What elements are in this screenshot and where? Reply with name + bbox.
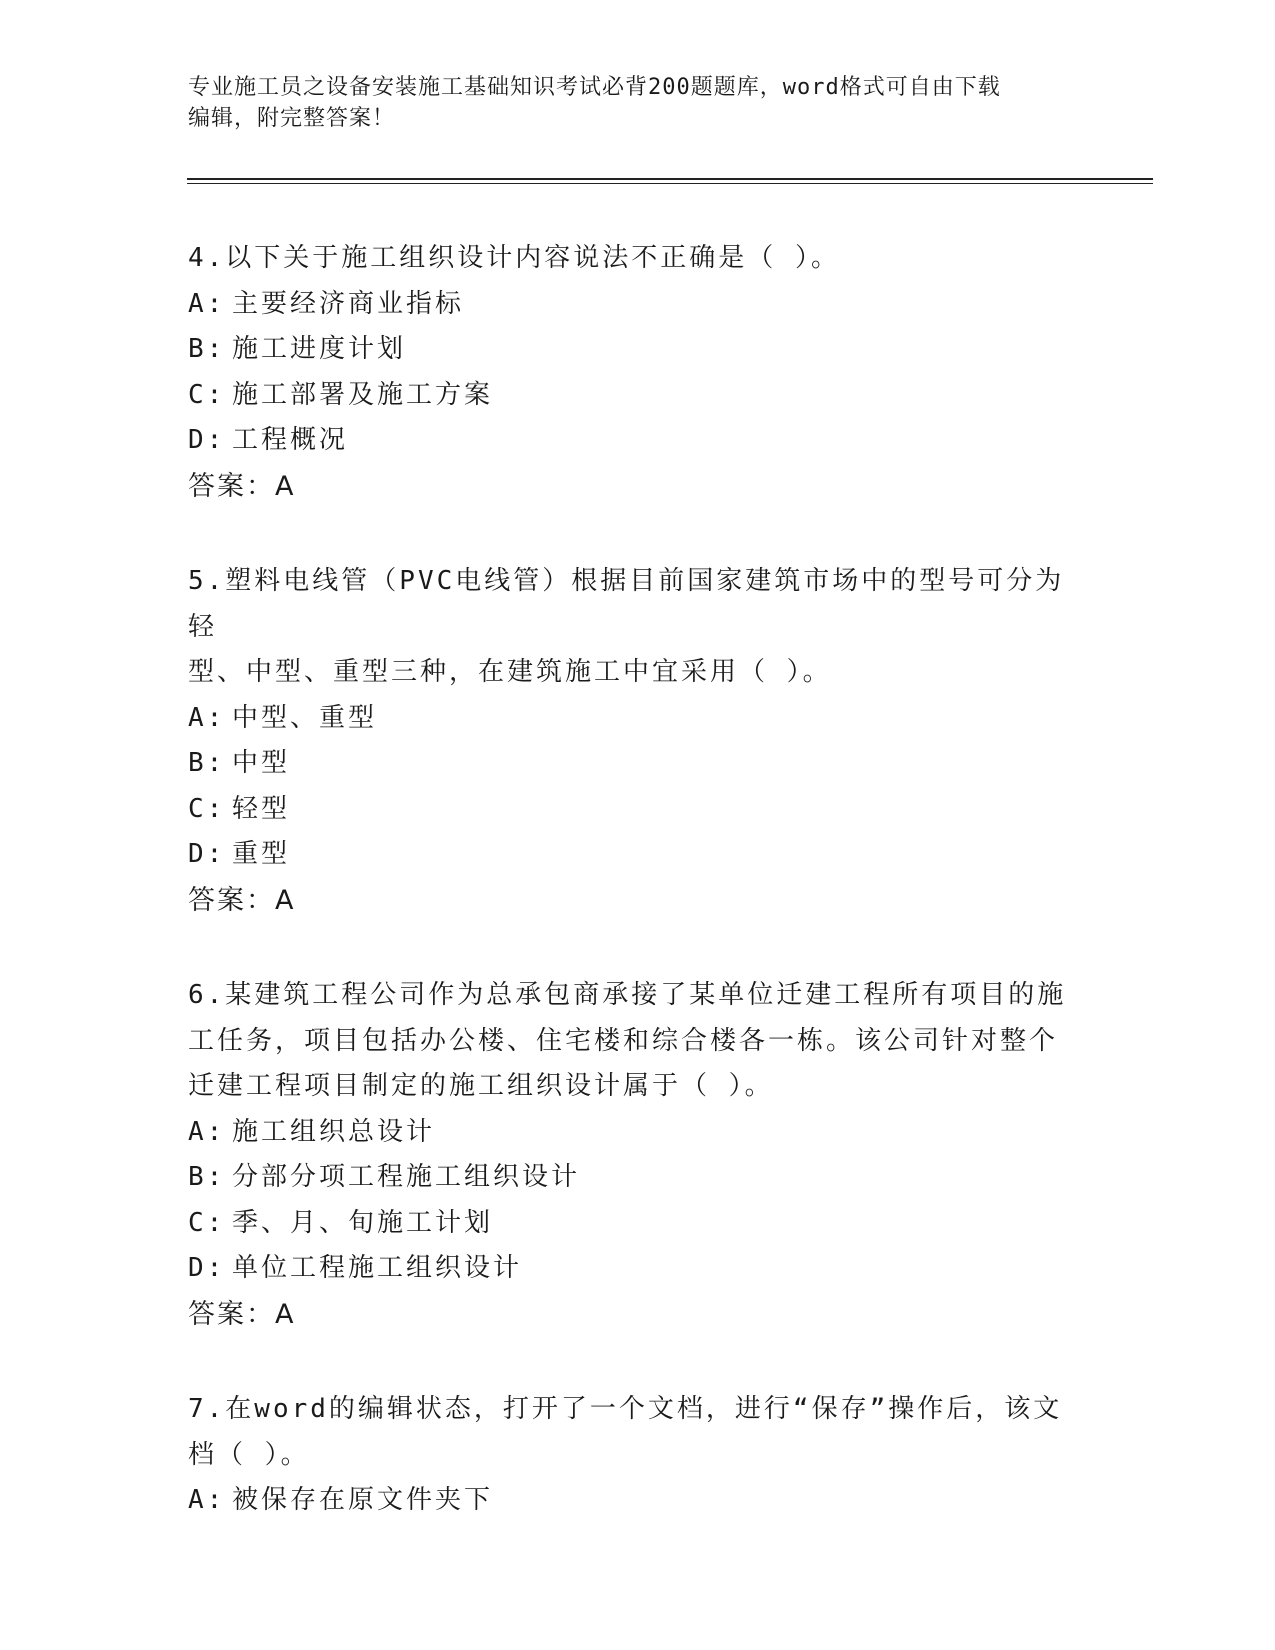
answer-line: 答案：A (188, 470, 296, 502)
option-item (188, 418, 1088, 464)
question-stem-line: 迁建工程项目制定的施工组织设计属于（ ）。 (188, 1071, 774, 1101)
option-letter: C: (188, 379, 226, 410)
document-header (188, 72, 1088, 134)
option-text: 重型 (232, 839, 291, 869)
option-text: 施工进度计划 (232, 334, 407, 364)
option-item (188, 696, 1088, 742)
option-letter: C: (188, 1207, 226, 1238)
header-line-1: 专业施工员之设备安装施工基础知识考试必背200题题库，word格式可自由下载 (188, 75, 1001, 100)
option-letter: C: (188, 793, 226, 824)
option-letter: A: (188, 288, 226, 319)
option-text: 季、月、旬施工计划 (232, 1207, 494, 1238)
option-text: 被保存在原文件夹下 (232, 1485, 494, 1515)
option-letter: A: (188, 702, 226, 733)
option-letter: B: (188, 1162, 226, 1192)
option-item (188, 1201, 1088, 1247)
header-line-2: 编辑，附完整答案！ (188, 106, 396, 131)
question-stem-line: 型、中型、重型三种，在建筑施工中宜采用（ ）。 (188, 657, 832, 687)
option-item (188, 741, 1088, 787)
answer-line: 答案：A (188, 884, 296, 916)
option-text: 单位工程施工组织设计 (232, 1253, 523, 1283)
question-list (188, 236, 1088, 1574)
question-block (188, 1387, 1088, 1524)
question-stem-line: 工任务，项目包括办公楼、住宅楼和综合楼各一栋。该公司针对整个 (188, 1025, 1059, 1056)
option-letter: D: (188, 425, 226, 455)
option-text: 中型 (232, 748, 291, 778)
option-item (188, 1155, 1088, 1201)
option-letter: B: (188, 334, 226, 364)
option-letter: D: (188, 839, 226, 869)
option-letter: A: (188, 1485, 226, 1515)
option-letter: B: (188, 748, 226, 778)
option-text: 工程概况 (232, 425, 349, 455)
question-stem-line: 档（ ）。 (188, 1439, 310, 1470)
option-item (188, 1246, 1088, 1292)
question-block (188, 236, 1088, 509)
option-text: 中型、重型 (232, 702, 378, 733)
question-stem-line: 4.以下关于施工组织设计内容说法不正确是（ ）。 (188, 243, 840, 273)
option-text: 主要经济商业指标 (232, 288, 465, 319)
option-item (188, 327, 1088, 373)
question-block (188, 973, 1088, 1337)
question-stem-line: 6.某建筑工程公司作为总承包商承接了某单位迁建工程所有项目的施 (188, 980, 1067, 1010)
option-letter: A: (188, 1116, 226, 1147)
option-item (188, 832, 1088, 878)
option-item (188, 787, 1088, 833)
option-item (188, 1110, 1088, 1156)
option-item (188, 373, 1088, 419)
header-divider-thin (187, 183, 1153, 184)
question-block (188, 559, 1088, 923)
option-item (188, 282, 1088, 328)
option-text: 施工组织总设计 (232, 1116, 436, 1147)
answer-line: 答案：A (188, 1298, 296, 1330)
option-letter: D: (188, 1253, 226, 1283)
option-item (188, 1478, 1088, 1524)
question-stem-line: 5.塑料电线管（PVC电线管）根据目前国家建筑市场中的型号可分为轻 (188, 566, 1065, 642)
option-text: 分部分项工程施工组织设计 (232, 1162, 581, 1192)
option-text: 施工部署及施工方案 (232, 379, 494, 410)
question-stem-line: 7.在word的编辑状态，打开了一个文档，进行“保存”操作后，该文 (188, 1394, 1063, 1424)
option-text: 轻型 (232, 793, 291, 824)
header-divider-thick (187, 178, 1153, 180)
